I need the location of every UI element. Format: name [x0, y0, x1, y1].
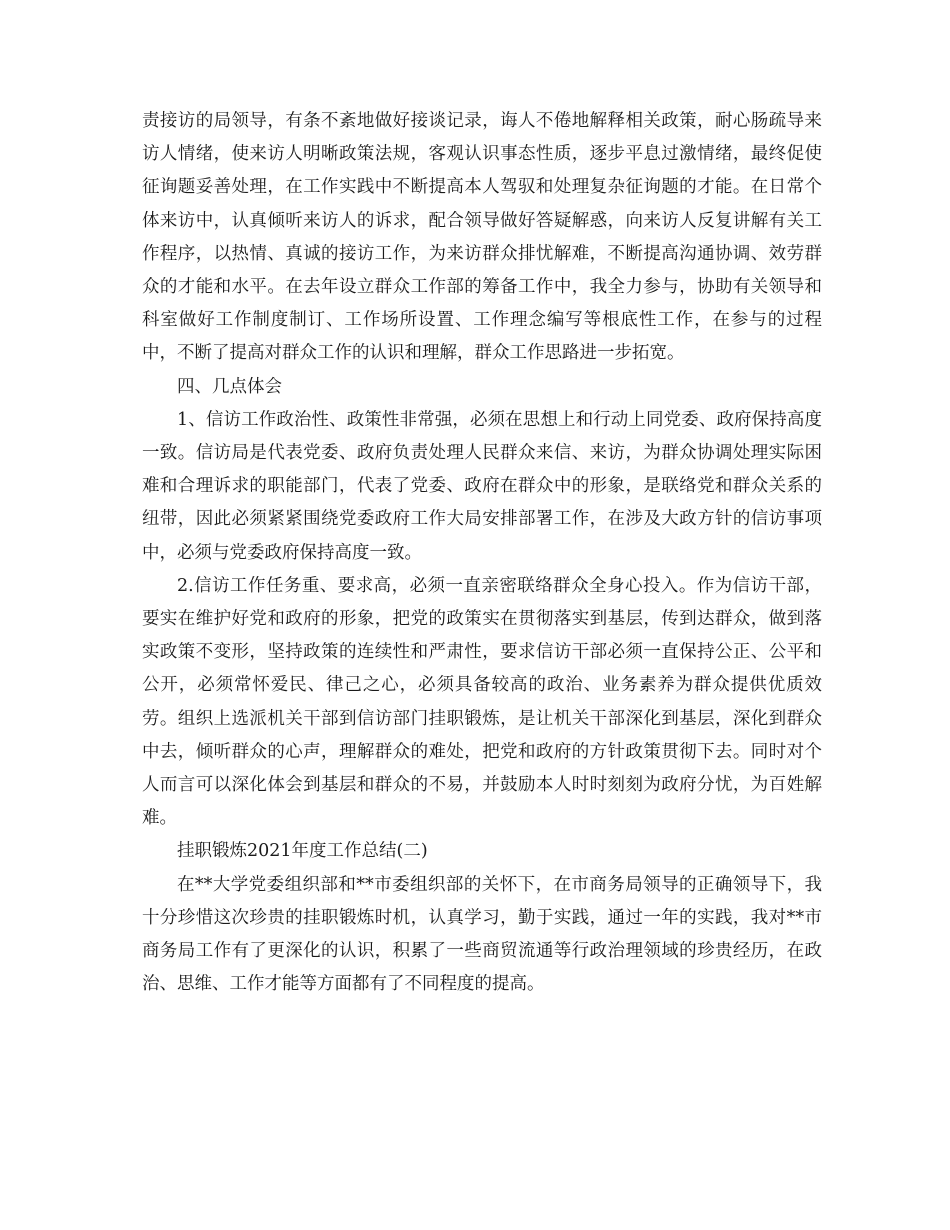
paragraph-point-2: 2.信访工作任务重、要求高，必须一直亲密联络群众全身心投入。作为信访干部，要实在维护好党和政府的形象，把党的政策实在贯彻落实到基层，传到达群众，做到落实政策不变形，坚持政策的连续性和严肃性，要求信访干部必须一直保持公正、公平和公开，必须常怀爱民、律己之心，必须具备较高的政治、业务素养为群众提供优质效劳。组织上选派机关干部到信访部门挂职锻炼，是让机关干部深化到基层，深化到群众中去，倾听群众的心声，理解群众的难处，把党和政府的方针政策贯彻下去。同时对个人而言可以深化体会到基层和群众的不易，并鼓励本人时时刻刻为政府分忧，为百姓解难。 — [142, 575, 822, 829]
paragraph-continuation: 责接访的局领导，有条不紊地做好接谈记录，诲人不倦地解释相关政策，耐心肠疏导来访人情绪，使来访人明晰政策法规，客观认识事态性质，逐步平息过激情绪，最终促使征询题妥善处理，在工作实践中不断提高本人驾驭和处理复杂征询题的才能。在日常个体来访中，认真倾听来访人的诉求，配合领导做好答疑解惑，向来访人反复讲解有关工作程序，以热情、真诚的接访工作，为来访群众排忧解难，不断提高沟通协调、效劳群众的才能和水平。在去年设立群众工作部的筹备工作中，我全力参与，协助有关领导和科室做好工作制度制订、工作场所设置、工作理念编写等根底性工作，在参与的过程中，不断了提高对群众工作的认识和理解，群众工作思路进一步拓宽。 — [142, 111, 822, 364]
section-heading: 四、几点体会 — [177, 376, 282, 397]
paragraph-intro: 在**大学党委组织部和**市委组织部的关怀下，在市商务局领导的正确领导下，我十分珍惜这次珍贵的挂职锻炼时机，认真学习，勤于实践，通过一年的实践，我对**市商务局工作有了更深化的认识，积累了一些商贸流通等行政治理领域的珍贵经历，在政治、思维、工作才能等方面都有了不同程度的提高。 — [142, 874, 822, 995]
document-subtitle: 挂职锻炼2021年度工作总结(二) — [177, 841, 428, 862]
paragraph-point-1: 1、信访工作政治性、政策性非常强，必须在思想上和行动上同党委、政府保持高度一致。信访局是代表党委、政府负责处理人民群众来信、来访，为群众协调处理实际困难和合理诉求的职能部门，代表了党委、政府在群众中的形象，是联络党和群众关系的纽带，因此必须紧紧围绕党委政府工作大局安排部署工作，在涉及大政方针的信访事项中，必须与党委政府保持高度一致。 — [142, 409, 822, 563]
document-body — [142, 105, 822, 1001]
